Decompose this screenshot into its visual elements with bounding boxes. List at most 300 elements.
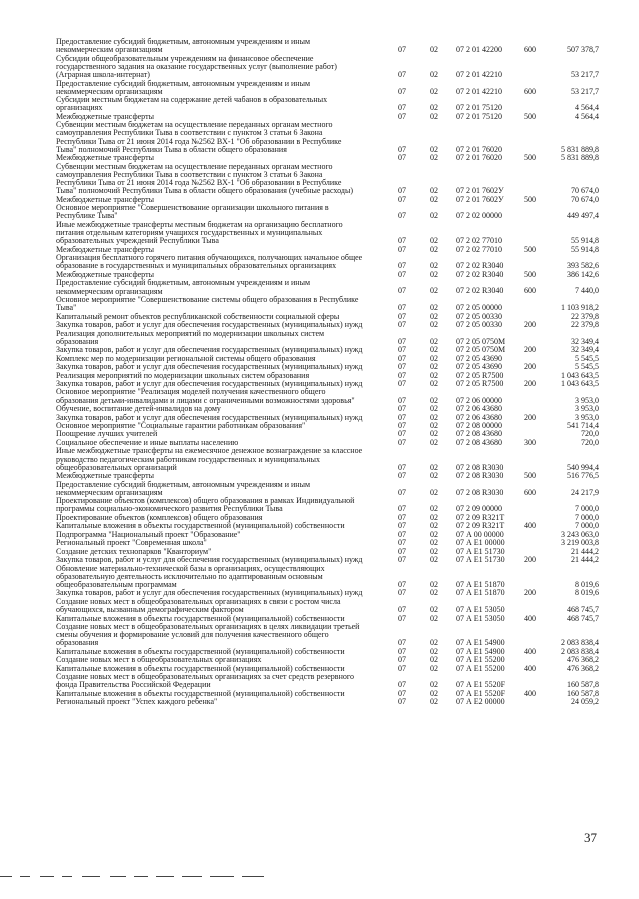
row-subsection: 02 xyxy=(430,286,438,296)
row-sum: 5 831 889,8 xyxy=(561,144,599,154)
row-subsection: 02 xyxy=(430,244,438,254)
row-target-article: 07 А Е1 51730 xyxy=(456,546,505,556)
row-sum: 720,0 xyxy=(581,437,599,447)
row-section: 07 xyxy=(398,244,406,254)
row-section: 07 xyxy=(398,269,406,279)
row-sum: 3 219 003,8 xyxy=(561,538,599,548)
row-sum: 4 564,4 xyxy=(575,103,599,113)
row-target-article: 07 А Е1 54900 xyxy=(456,646,505,656)
row-name: Реализация дополнительных мероприятий по модернизации школьных систем образования xyxy=(56,328,325,346)
row-section: 07 xyxy=(398,663,406,673)
row-expense-type: 600 xyxy=(524,45,536,55)
row-sum: 70 674,0 xyxy=(571,194,599,204)
row-name: Капитальные вложения в объекты государственной (муниципальной) собственности xyxy=(56,521,345,531)
row-name: Межбюджетные трансферты xyxy=(56,111,154,121)
row-name: Иные межбюджетные трансферты местным бюджетам на организацию бесплатного питания отдельным категориям учащихся государственных и муниципальных образовательных учреждений Республики Тыва xyxy=(56,219,343,246)
row-subsection: 02 xyxy=(430,404,438,414)
table-row xyxy=(0,598,639,614)
row-section: 07 xyxy=(398,555,406,565)
row-section: 07 xyxy=(398,303,406,313)
table-row xyxy=(0,296,639,312)
row-expense-type: 400 xyxy=(524,613,536,623)
row-sum: 8 019,6 xyxy=(575,579,599,589)
row-sum: 7 000,0 xyxy=(575,512,599,522)
row-subsection: 02 xyxy=(430,303,438,313)
row-sum: 468 745,7 xyxy=(567,613,599,623)
row-sum: 3 243 063,0 xyxy=(561,529,599,539)
row-target-article: 07 А Е1 5520F xyxy=(456,680,506,690)
table-row xyxy=(0,447,639,472)
row-name: Предоставление субсидий бюджетным, автономным учреждениям и иным некоммерческим организациям xyxy=(56,479,311,497)
row-expense-type: 200 xyxy=(524,378,536,388)
row-section: 07 xyxy=(398,546,406,556)
row-sum: 53 217,7 xyxy=(571,86,599,96)
row-expense-type: 400 xyxy=(524,663,536,673)
row-name: Капитальные вложения в объекты государственной (муниципальной) собственности xyxy=(56,613,345,623)
table-row xyxy=(0,254,639,270)
table-row xyxy=(0,279,639,295)
row-expense-type: 300 xyxy=(524,437,536,447)
row-target-article: 07 2 01 75120 xyxy=(456,103,502,113)
row-name: Региональный проект "Успех каждого ребенка" xyxy=(56,697,218,707)
row-section: 07 xyxy=(398,395,406,405)
row-sum: 541 714,4 xyxy=(567,420,599,430)
row-target-article: 07 2 06 43680 xyxy=(456,412,502,422)
row-section: 07 xyxy=(398,103,406,113)
row-name: Капитальные вложения в объекты государственной (муниципальной) собственности xyxy=(56,646,345,656)
table-row xyxy=(0,55,639,80)
row-sum: 468 745,7 xyxy=(567,605,599,615)
row-section: 07 xyxy=(398,529,406,539)
row-name: Закупка товаров, работ и услуг для обеспечения государственных (муниципальных) нужд xyxy=(56,588,363,598)
row-sum: 5 831 889,8 xyxy=(561,153,599,163)
row-name: Проектирование объектов (комплексов) общего образования в рамках Индивидуальной программы социально-экономического развития Республики Тыва xyxy=(56,496,355,514)
row-sum: 386 142,6 xyxy=(567,269,599,279)
row-expense-type: 600 xyxy=(524,86,536,96)
table-row xyxy=(0,623,639,648)
row-subsection: 02 xyxy=(430,362,438,372)
row-subsection: 02 xyxy=(430,663,438,673)
row-expense-type: 200 xyxy=(524,345,536,355)
row-section: 07 xyxy=(398,236,406,246)
row-section: 07 xyxy=(398,538,406,548)
row-section: 07 xyxy=(398,320,406,330)
row-target-article: 07 2 01 76020 xyxy=(456,144,502,154)
row-section: 07 xyxy=(398,429,406,439)
row-subsection: 02 xyxy=(430,588,438,598)
row-target-article: 07 2 05 00000 xyxy=(456,303,502,313)
scan-mark xyxy=(20,876,30,877)
row-name: Межбюджетные трансферты xyxy=(56,244,154,254)
table-row xyxy=(0,96,639,112)
table-row xyxy=(0,363,639,371)
page-number: 37 xyxy=(584,830,597,845)
row-section: 07 xyxy=(398,605,406,615)
row-name: Основное мероприятие "Социальные гарантии работникам образования" xyxy=(56,420,306,430)
row-name: Обновление материально-технической базы в организациях, осуществляющих образовательную деятельность исключительно по адаптированным основным общеобразовательным программам xyxy=(56,563,325,589)
row-name: Предоставление субсидий бюджетным, автономным учреждениям и иным некоммерческим организациям xyxy=(56,78,311,96)
row-expense-type: 600 xyxy=(524,487,536,497)
row-target-article: 07 2 02 77010 xyxy=(456,244,502,254)
row-target-article: 07 2 02 R3040 xyxy=(456,269,504,279)
row-subsection: 02 xyxy=(430,546,438,556)
table-row xyxy=(0,497,639,513)
row-sum: 70 674,0 xyxy=(571,186,599,196)
row-subsection: 02 xyxy=(430,86,438,96)
row-expense-type: 500 xyxy=(524,111,536,121)
row-subsection: 02 xyxy=(430,613,438,623)
row-section: 07 xyxy=(398,697,406,707)
row-subsection: 02 xyxy=(430,512,438,522)
row-subsection: 02 xyxy=(430,605,438,615)
table-row xyxy=(0,698,639,706)
row-subsection: 02 xyxy=(430,538,438,548)
row-expense-type: 200 xyxy=(524,362,536,372)
row-name: Капитальные вложения в объекты государственной (муниципальной) собственности xyxy=(56,688,345,698)
row-target-article: 07 2 05 00330 xyxy=(456,320,502,330)
row-sum: 24 217,9 xyxy=(571,487,599,497)
row-name: Закупка товаров, работ и услуг для обеспечения государственных (муниципальных) нужд xyxy=(56,362,363,372)
row-target-article: 07 2 05 43690 xyxy=(456,353,502,363)
row-sum: 7 000,0 xyxy=(575,504,599,514)
row-section: 07 xyxy=(398,153,406,163)
row-sum: 720,0 xyxy=(581,429,599,439)
row-name: Субвенции местным бюджетам на осуществление переданных органам местного самоуправления Республики Тыва в соответствии с пунктом 3 статьи 6 Закона Республики Тыва от 21 июня 2014 года №2562 ВХ-1 "Об образовании в Республике Тыва" полномочий Республики Тыва в области общего образования (учебные расходы) xyxy=(56,161,353,196)
row-subsection: 02 xyxy=(430,412,438,422)
row-sum: 449 497,4 xyxy=(567,211,599,221)
row-target-article: 07 А Е1 53050 xyxy=(456,605,505,615)
row-target-article: 07 2 08 00000 xyxy=(456,420,502,430)
scan-mark xyxy=(182,876,202,877)
row-expense-type: 200 xyxy=(524,555,536,565)
row-target-article: 07 2 01 75120 xyxy=(456,111,502,121)
row-sum: 1 043 643,5 xyxy=(561,378,599,388)
table-row xyxy=(0,163,639,196)
row-name: Создание новых мест в общеобразовательных организациях в целях ликвидации третьей смены обучения и формирование условий для получения качественного общего образования xyxy=(56,622,360,648)
row-sum: 7 440,0 xyxy=(575,286,599,296)
row-target-article: 07 2 01 76020 xyxy=(456,153,502,163)
row-target-article: 07 2 09 R321Т xyxy=(456,521,505,531)
scan-mark xyxy=(242,876,264,877)
row-name: Капитальный ремонт объектов республиканской собственности социальной сферы xyxy=(56,311,340,321)
row-section: 07 xyxy=(398,336,406,346)
row-expense-type: 200 xyxy=(524,320,536,330)
row-sum: 160 587,8 xyxy=(567,680,599,690)
row-subsection: 02 xyxy=(430,336,438,346)
row-sum: 21 444,2 xyxy=(571,546,599,556)
row-section: 07 xyxy=(398,261,406,271)
row-sum: 55 914,8 xyxy=(571,236,599,246)
row-sum: 476 368,2 xyxy=(567,655,599,665)
row-expense-type: 400 xyxy=(524,646,536,656)
row-target-article: 07 2 08 R3030 xyxy=(456,487,504,497)
scan-mark xyxy=(156,876,174,877)
row-target-article: 07 А Е1 55200 xyxy=(456,655,505,665)
row-subsection: 02 xyxy=(430,462,438,472)
row-subsection: 02 xyxy=(430,579,438,589)
row-sum: 540 994,4 xyxy=(567,462,599,472)
row-sum: 5 545,5 xyxy=(575,362,599,372)
row-subsection: 02 xyxy=(430,45,438,55)
row-subsection: 02 xyxy=(430,655,438,665)
row-subsection: 02 xyxy=(430,311,438,321)
table-row xyxy=(0,481,639,497)
row-sum: 3 953,0 xyxy=(575,395,599,405)
row-target-article: 07 2 05 0750М xyxy=(456,345,506,355)
table-row xyxy=(0,388,639,404)
row-target-article: 07 2 05 00330 xyxy=(456,311,502,321)
row-expense-type: 200 xyxy=(524,588,536,598)
row-target-article: 07 2 08 R3030 xyxy=(456,462,504,472)
row-subsection: 02 xyxy=(430,320,438,330)
row-section: 07 xyxy=(398,370,406,380)
row-name: Закупка товаров, работ и услуг для обеспечения государственных (муниципальных) нужд xyxy=(56,378,363,388)
table-row xyxy=(0,673,639,689)
row-sum: 476 368,2 xyxy=(567,663,599,673)
row-sum: 393 582,6 xyxy=(567,261,599,271)
row-name: Межбюджетные трансферты xyxy=(56,153,154,163)
row-name: Закупка товаров, работ и услуг для обеспечения государственных (муниципальных) нужд xyxy=(56,345,363,355)
row-name: Межбюджетные трансферты xyxy=(56,269,154,279)
row-expense-type: 400 xyxy=(524,688,536,698)
row-subsection: 02 xyxy=(430,70,438,80)
row-section: 07 xyxy=(398,512,406,522)
row-expense-type: 500 xyxy=(524,153,536,163)
table-row xyxy=(0,321,639,329)
row-section: 07 xyxy=(398,437,406,447)
row-name: Закупка товаров, работ и услуг для обеспечения государственных (муниципальных) нужд xyxy=(56,555,363,565)
row-subsection: 02 xyxy=(430,429,438,439)
row-expense-type: 500 xyxy=(524,471,536,481)
row-name: Основное мероприятие "Реализация моделей получения качественного общего образования детьми-инвалидами и лицами с ограниченными возможностями здоровья" xyxy=(56,387,355,405)
row-target-article: 07 2 01 42210 xyxy=(456,86,502,96)
row-section: 07 xyxy=(398,345,406,355)
row-section: 07 xyxy=(398,420,406,430)
row-name: Создание детских технопарков "Кванториум" xyxy=(56,546,212,556)
row-subsection: 02 xyxy=(430,353,438,363)
row-section: 07 xyxy=(398,412,406,422)
row-target-article: 07 2 05 R7500 xyxy=(456,370,504,380)
row-section: 07 xyxy=(398,579,406,589)
row-section: 07 xyxy=(398,588,406,598)
row-expense-type: 500 xyxy=(524,244,536,254)
table-row xyxy=(0,221,639,246)
row-section: 07 xyxy=(398,70,406,80)
row-target-article: 07 2 01 42210 xyxy=(456,70,502,80)
row-sum: 507 378,7 xyxy=(567,45,599,55)
row-name: Межбюджетные трансферты xyxy=(56,194,154,204)
row-target-article: 07 2 08 R3030 xyxy=(456,471,504,481)
row-target-article: 07 А Е1 51870 xyxy=(456,588,505,598)
table-row xyxy=(0,204,639,220)
row-target-article: 07 2 09 R321Т xyxy=(456,512,505,522)
row-section: 07 xyxy=(398,680,406,690)
row-name: Комплекс мер по модернизации региональной системы общего образования xyxy=(56,353,316,363)
row-section: 07 xyxy=(398,521,406,531)
row-sum: 22 379,8 xyxy=(571,320,599,330)
row-name: Межбюджетные трансферты xyxy=(56,471,154,481)
row-section: 07 xyxy=(398,613,406,623)
row-target-article: 07 2 06 00000 xyxy=(456,395,502,405)
scan-mark xyxy=(62,876,72,877)
row-target-article: 07 2 06 43680 xyxy=(456,404,502,414)
row-target-article: 07 2 05 R7500 xyxy=(456,378,504,388)
row-sum: 55 914,8 xyxy=(571,244,599,254)
row-name: Поощрение лучших учителей xyxy=(56,429,158,439)
table-row xyxy=(0,121,639,154)
row-subsection: 02 xyxy=(430,269,438,279)
table-row xyxy=(0,80,639,96)
row-name: Создание новых мест в общеобразовательных организациях xyxy=(56,655,262,665)
row-subsection: 02 xyxy=(430,697,438,707)
row-subsection: 02 xyxy=(430,487,438,497)
row-subsection: 02 xyxy=(430,688,438,698)
row-name: Создание новых мест в общеобразовательных организациях за счет средств резервного фонда Правительства Российской Федерации xyxy=(56,672,354,690)
scan-mark xyxy=(82,876,100,877)
row-subsection: 02 xyxy=(430,521,438,531)
row-subsection: 02 xyxy=(430,437,438,447)
row-sum: 32 349,4 xyxy=(571,336,599,346)
table-row xyxy=(0,38,639,54)
row-subsection: 02 xyxy=(430,211,438,221)
row-section: 07 xyxy=(398,211,406,221)
row-subsection: 02 xyxy=(430,144,438,154)
row-expense-type: 600 xyxy=(524,286,536,296)
row-section: 07 xyxy=(398,638,406,648)
row-target-article: 07 2 09 00000 xyxy=(456,504,502,514)
row-subsection: 02 xyxy=(430,420,438,430)
row-target-article: 07 А Е1 5520F xyxy=(456,688,506,698)
row-name: Предоставление субсидий бюджетным, автономным учреждениям и иным некоммерческим организациям xyxy=(56,37,311,55)
row-name: Субсидии общеобразовательным учреждениям на финансовое обеспечение государственного задания на оказание государственных услуг (выполнение работ) (Аграрная школа-интернат) xyxy=(56,53,337,80)
row-sum: 5 545,5 xyxy=(575,353,599,363)
row-target-article: 07 2 05 0750М xyxy=(456,336,506,346)
row-target-article: 07 А Е2 00000 xyxy=(456,697,505,707)
row-name: Реализация мероприятий по модернизации школьных систем образования xyxy=(56,370,310,380)
row-section: 07 xyxy=(398,311,406,321)
row-section: 07 xyxy=(398,462,406,472)
row-sum: 24 059,2 xyxy=(571,697,599,707)
scan-mark xyxy=(210,876,234,877)
row-section: 07 xyxy=(398,86,406,96)
row-sum: 3 953,0 xyxy=(575,404,599,414)
scan-edge-marks xyxy=(0,876,639,880)
scan-mark xyxy=(134,876,148,877)
row-sum: 8 019,6 xyxy=(575,588,599,598)
row-target-article: 07 2 05 43690 xyxy=(456,362,502,372)
row-target-article: 07 А 00 00000 xyxy=(456,529,504,539)
row-section: 07 xyxy=(398,111,406,121)
row-section: 07 xyxy=(398,378,406,388)
row-section: 07 xyxy=(398,353,406,363)
row-section: 07 xyxy=(398,286,406,296)
row-target-article: 07 2 02 R3040 xyxy=(456,286,504,296)
row-subsection: 02 xyxy=(430,638,438,648)
row-section: 07 xyxy=(398,504,406,514)
row-section: 07 xyxy=(398,362,406,372)
row-subsection: 02 xyxy=(430,370,438,380)
row-target-article: 07 2 02 00000 xyxy=(456,211,502,221)
row-expense-type: 200 xyxy=(524,412,536,422)
row-target-article: 07 А Е1 53050 xyxy=(456,613,505,623)
row-subsection: 02 xyxy=(430,103,438,113)
row-section: 07 xyxy=(398,646,406,656)
row-subsection: 02 xyxy=(430,555,438,565)
row-subsection: 02 xyxy=(430,111,438,121)
table-row xyxy=(0,565,639,590)
row-subsection: 02 xyxy=(430,529,438,539)
table-row xyxy=(0,330,639,346)
row-subsection: 02 xyxy=(430,378,438,388)
row-section: 07 xyxy=(398,45,406,55)
row-name: Основное мероприятие "Совершенствование организации школьного питания в Республике Тыва" xyxy=(56,203,329,221)
row-sum: 160 587,8 xyxy=(567,688,599,698)
row-target-article: 07 А Е1 55200 xyxy=(456,663,505,673)
row-subsection: 02 xyxy=(430,345,438,355)
scan-mark xyxy=(0,876,12,877)
row-target-article: 07 2 02 77010 xyxy=(456,236,502,246)
row-section: 07 xyxy=(398,404,406,414)
row-target-article: 07 2 08 43680 xyxy=(456,437,502,447)
row-sum: 1 043 643,5 xyxy=(561,370,599,380)
row-name: Капитальные вложения в объекты государственной (муниципальной) собственности xyxy=(56,663,345,673)
row-target-article: 07 2 01 42200 xyxy=(456,45,502,55)
row-target-article: 07 А Е1 51730 xyxy=(456,555,505,565)
row-sum: 4 564,4 xyxy=(575,111,599,121)
row-expense-type: 500 xyxy=(524,194,536,204)
row-name: Обучение, воспитание детей-инвалидов на дому xyxy=(56,404,221,414)
row-name: Предоставление субсидий бюджетным, автономным учреждениям и иным некоммерческим организациям xyxy=(56,278,311,296)
row-expense-type: 400 xyxy=(524,521,536,531)
row-section: 07 xyxy=(398,655,406,665)
row-name: Иные межбюджетные трансферты на ежемесячное денежное вознаграждение за классное руководство педагогическим работникам государственных и муниципальных общеобразовательных организаций xyxy=(56,446,363,472)
row-name: Социальное обеспечение и иные выплаты населению xyxy=(56,437,239,447)
row-name: Создание новых мест в общеобразовательных организациях в связи с ростом числа обучающихся, вызванным демографическим фактором xyxy=(56,596,341,615)
table-row xyxy=(0,405,639,413)
row-name: Основное мероприятие "Совершенствование системы общего образования в Республике Тыва" xyxy=(56,294,359,313)
row-target-article: 07 2 08 43680 xyxy=(456,429,502,439)
scan-mark xyxy=(110,876,126,877)
row-sum: 3 953,0 xyxy=(575,412,599,422)
row-sum: 22 379,8 xyxy=(571,311,599,321)
row-section: 07 xyxy=(398,688,406,698)
row-section: 07 xyxy=(398,144,406,154)
row-section: 07 xyxy=(398,471,406,481)
row-target-article: 07 А Е1 54900 xyxy=(456,638,505,648)
row-subsection: 02 xyxy=(430,153,438,163)
row-name: Закупка товаров, работ и услуг для обеспечения государственных (муниципальных) нужд xyxy=(56,412,363,422)
row-sum: 516 776,5 xyxy=(567,471,599,481)
row-section: 07 xyxy=(398,194,406,204)
row-target-article: 07 2 02 R3040 xyxy=(456,261,504,271)
row-subsection: 02 xyxy=(430,395,438,405)
row-section: 07 xyxy=(398,487,406,497)
row-name: Субсидии местным бюджетам на содержание детей чабанов в образовательных организациях xyxy=(56,95,328,113)
row-sum: 2 083 838,4 xyxy=(561,646,599,656)
row-target-article: 07 2 01 7602У xyxy=(456,186,504,196)
row-name: Закупка товаров, работ и услуг для обеспечения государственных (муниципальных) нужд xyxy=(56,320,363,330)
row-name: Субвенции местным бюджетам на осуществление переданных органам местного самоуправления Республики Тыва в соответствии с пунктом 3 статьи 6 Закона Республики Тыва от 21 июня 2014 года №2562 ВХ-1 "Об образовании в Республике Тыва" полномочий Республики Тыва в области общего образования xyxy=(56,120,342,154)
row-subsection: 02 xyxy=(430,504,438,514)
scan-mark xyxy=(40,876,54,877)
row-subsection: 02 xyxy=(430,186,438,196)
row-subsection: 02 xyxy=(430,261,438,271)
row-name: Организация бесплатного горячего питания обучающихся, получающих начальное общее образование в государственных и муниципальных образовательных организациях xyxy=(56,253,363,271)
row-subsection: 02 xyxy=(430,236,438,246)
row-target-article: 07 А Е1 00000 xyxy=(456,538,505,548)
row-sum: 2 083 838,4 xyxy=(561,638,599,648)
row-sum: 1 103 918,2 xyxy=(561,303,599,313)
